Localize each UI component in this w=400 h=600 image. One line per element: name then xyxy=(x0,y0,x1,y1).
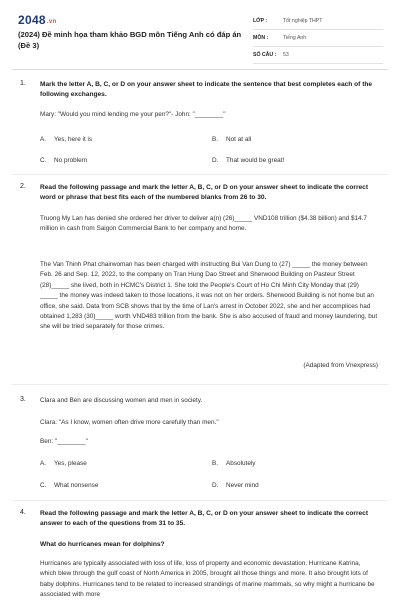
option-letter: A. xyxy=(40,460,47,467)
option-text: Yes, please xyxy=(54,460,87,467)
question-instruction: Mark the letter A, B, C, or D on your answer sheet to indicate the sentence that best completes each of the following exchanges. xyxy=(40,81,373,99)
logo-suffix: .vn xyxy=(46,19,57,25)
question-divider xyxy=(12,384,388,385)
meta-row-count xyxy=(253,47,383,64)
option-letter: C. xyxy=(40,157,47,164)
option-text: What nonsense xyxy=(54,482,99,489)
option-c[interactable] xyxy=(40,157,87,164)
question-prompt: Mary: "Would you mind lending me your pen?"- John: "________" xyxy=(40,111,226,118)
option-text: That would be great! xyxy=(226,157,285,164)
option-text: Absolutely xyxy=(226,460,256,467)
option-b[interactable] xyxy=(212,136,251,143)
option-a[interactable] xyxy=(40,136,92,143)
passage-title: What do hurricanes mean for dolphins? xyxy=(40,541,165,548)
dialogue-line: Clara: "As I know, women often drive more carefully than men." xyxy=(40,419,219,426)
option-a[interactable] xyxy=(40,460,87,467)
meta-row-subject xyxy=(253,30,383,47)
passage-paragraph-1: Truong My Lan has denied she ordered her driver to deliver a(n) (26)_____ VND108 trillion ($4.38 billion) and $14.7 million in cash from Saigon Commercial Bank to her company and home. xyxy=(40,215,367,233)
meta-value: Tiếng Anh xyxy=(283,35,307,41)
option-text: Yes, here it is xyxy=(54,136,93,143)
meta-label: SỐ CÂU : xyxy=(253,52,277,58)
question-number: 1. xyxy=(20,80,26,87)
option-letter: C. xyxy=(40,482,47,489)
site-logo[interactable] xyxy=(18,13,56,27)
option-letter: B. xyxy=(212,460,219,467)
option-text: No problem xyxy=(54,157,88,164)
passage-source: (Adapted from Vnexpress) xyxy=(303,362,378,369)
option-letter: B. xyxy=(212,136,219,143)
option-b[interactable] xyxy=(212,460,256,467)
header-divider xyxy=(12,69,388,70)
dialogue-line: Ben: "________" xyxy=(40,438,88,445)
meta-label: LỚP : xyxy=(253,18,268,24)
document-meta xyxy=(253,13,383,64)
option-text: Never mind xyxy=(226,482,259,489)
passage-paragraph-1: Hurricanes are typically associated with loss of life, loss of property and economic devastation. Hurricane Katrina, which blew through the gulf coast of North America in 2005, brought all those things and more. It also brought lots of baby dolphins. Hurricanes tend to be related to increased strandings of marine mammals, so why might a hurricane be associated with more xyxy=(40,560,375,599)
logo-text: 2048 xyxy=(18,13,46,27)
option-d[interactable] xyxy=(212,157,284,164)
meta-label: MÔN : xyxy=(253,35,269,41)
question-number: 3. xyxy=(20,396,26,403)
question-number: 4. xyxy=(20,509,26,516)
option-letter: A. xyxy=(40,136,47,143)
question-instruction: Read the following passage and mark the letter A, B, C, or D on your answer sheet to indicate the correct word or phrase that best fits each of the numbered blanks from 26 to 30. xyxy=(40,184,369,202)
option-letter: D. xyxy=(212,482,219,489)
document-title: (2024) Đề minh họa tham khảo BGD môn Tiếng Anh có đáp án (Đề 3) xyxy=(18,30,242,50)
option-text: Not at all xyxy=(226,136,252,143)
option-letter: D. xyxy=(212,157,219,164)
passage-paragraph-2: The Van Thinh Phat chairwoman has been charged with instructing Bui Van Dung to (27) _____ the money between Feb. 26 and Sep. 12, 2022, to the company on Tran Hung Dao Street and Sherwood Building on Pasteur Street (28)_____ she lived, both in HCMC's District 1. She told the People's Court of Ho Chi Minh City Monday that (29) _____ the money was indeed taken to those locations, it was not on her orders. Sherwood Building is not home but an office, she said. Data from SCB shows that by the time of Lan's arrest in October 2022, she and her accomplices had obtained 1,283 (30)_____ worth VND483 trillion from the bank. She is also accused of fraud and money laundering, but she will be tried separately for those crimes. xyxy=(40,261,378,331)
question-divider xyxy=(12,500,388,501)
question-instruction: Read the following passage and mark the letter A, B, C, or D on your answer sheet to indicate the correct answer to each of the questions from 31 to 35. xyxy=(40,510,369,528)
meta-row-class xyxy=(253,13,383,30)
document-header xyxy=(0,0,400,68)
option-d[interactable] xyxy=(212,482,259,489)
question-divider xyxy=(12,174,388,175)
meta-value: Tốt nghiệp THPT xyxy=(283,18,323,24)
question-number: 2. xyxy=(20,183,26,190)
meta-value: 53 xyxy=(283,52,289,58)
dialogue-intro: Clara and Ben are discussing women and men in society. xyxy=(40,397,203,404)
option-c[interactable] xyxy=(40,482,98,489)
